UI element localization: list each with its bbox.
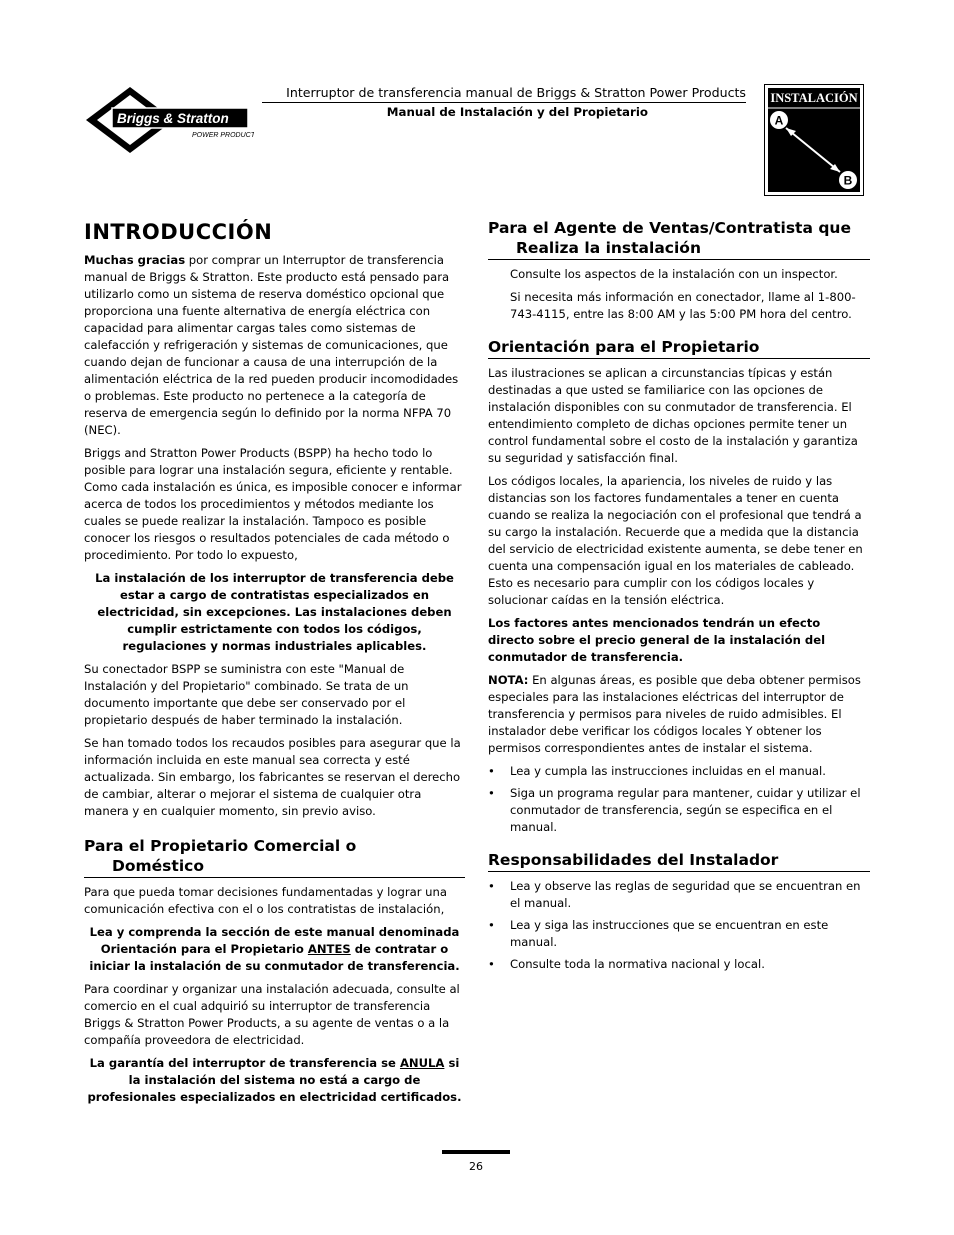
coordination-paragraph: Para coordinar y organizar una instalación adecuada, consulte al comercio en el cual adquirió su interruptor de transferencia Briggs & Stratton Power Products, a su agente de ventas o a la compañía proveedora de electricidad. bbox=[84, 982, 460, 1047]
warranty-warning bbox=[84, 1055, 465, 1106]
left-column bbox=[84, 218, 465, 1112]
manual-paragraph: Su conectador BSPP se suministra con este "Manual de Instalación y del Propietario" combinado. Se trata de un documento importante que debe ser conservado por el propietario después de haber terminado la instalación. bbox=[84, 662, 409, 727]
intro-text: por comprar un Interruptor de transferencia manual de Briggs & Stratton. Este producto está pensado para utilizarlo como un sistema de reserva doméstico opcional que proporciona una fuente alternativa de energía eléctrica con capacidad para alimentar cargas tales como sistemas de calefacción y refrigeración y sistemas de comunicaciones, que cuando dejan de funcionar a causa de una interrupción de la alimentación eléctrica de la red pueden producir incomodidades o problemas. Este producto no pertenece a la categoría de reserva de emergencia según lo definido por la norma NFPA 70 (NEC). bbox=[84, 253, 459, 437]
orientation-paragraph-2: Los códigos locales, la apariencia, los niveles de ruido y las distancias son los factores fundamentales a tener en cuenta cuando se realiza la negociación con el profesional que tendrá a su cargo la instalación. Recuerde que a medida que la distancia del servicio de electricidad existente aumenta, se debe tener en cuenta una compensación igual en los materiales de cableado. Esto es necesario para cumplir con los códigos locales y solucionar caídas en la tensión eléctrica. bbox=[488, 474, 863, 607]
orientation-section-heading: Orientación para el Propietario bbox=[488, 337, 870, 359]
header-subtitle: Manual de Instalación y del Propietario bbox=[386, 105, 648, 119]
warning3-text-a: La garantía del interruptor de transferencia se bbox=[89, 1056, 400, 1070]
intro-lead: Muchas gracias bbox=[84, 253, 186, 267]
bspp-paragraph: Briggs and Stratton Power Products (BSPP) ha hecho todo lo posible para lograr una instalación segura, eficiente y rentable. Como cada instalación es única, es imposible conocer e informar acerca de todos los procedimientos y métodos mediante los cuales se puede realizar la instalación. Tampoco es posible conocer los riesgos o resultados potenciales de cada método o procedimiento. Por todo lo expuesto, bbox=[84, 446, 462, 562]
logo-graphic bbox=[82, 84, 254, 156]
page-title: INTRODUCCIÓN bbox=[84, 220, 273, 244]
owner-heading-line2: Doméstico bbox=[112, 857, 204, 875]
orientation-paragraph-1: Las ilustraciones se aplican a circunstancias típicas y están destinadas a que usted se familiarice con las opciones de instalación disponibles con su conmutador de transferencia. El entendimiento completo de dichas opciones permite tener un control fundamental sobre el costo de la instalación y garantiza su seguridad y satisfacción final. bbox=[488, 366, 858, 465]
list-item: • Lea y cumpla las instrucciones incluidas en el manual. bbox=[488, 763, 870, 780]
list-item: • Consulte toda la normativa nacional y local. bbox=[488, 956, 870, 973]
badge-point-b: B bbox=[843, 173, 853, 188]
logo-sub-text: POWER PRODUCTS bbox=[192, 132, 254, 139]
brand-logo bbox=[82, 84, 254, 156]
warning3-text-b: si la instalación del sistema no está a cargo de profesionales especializados en electricidad certificados. bbox=[87, 1056, 462, 1104]
owner-section-heading bbox=[84, 836, 465, 878]
agent-section-heading bbox=[488, 218, 870, 260]
disclaimer-paragraph: Se han tomado todos los recaudos posibles para asegurar que la información incluida en este manual sea correcta y esté actualizada. Sin embargo, los fabricantes se reservan el derecho de cambiar, alterar o mejorar el sistema de cualquier otra manera y en cualquier momento, sin previo aviso. bbox=[84, 736, 461, 818]
installer-section-heading: Responsabilidades del Instalador bbox=[488, 850, 870, 872]
contractor-warning: La instalación de los interruptor de transferencia debe estar a cargo de contratistas especializados en electricidad, sin excepciones. Las instalaciones deben cumplir estrictamente con todos los códigos, regulaciones y normas industriales aplicables. bbox=[95, 571, 454, 653]
header-rule bbox=[262, 102, 746, 103]
section-badge bbox=[764, 84, 864, 196]
read-before-warning bbox=[84, 924, 465, 975]
owner-heading-line1: Para el Propietario Comercial o bbox=[84, 837, 357, 855]
footer-bar bbox=[442, 1150, 510, 1154]
list-item: • Lea y siga las instrucciones que se encuentran en este manual. bbox=[488, 917, 870, 951]
intro-paragraph bbox=[84, 252, 465, 439]
badge-label: INSTALACIÓN bbox=[770, 91, 858, 105]
logo-brand-text: Briggs & Stratton bbox=[117, 111, 229, 126]
right-column bbox=[488, 218, 870, 979]
note-label: NOTA: bbox=[488, 673, 529, 687]
warning2-emphasis: ANTES bbox=[307, 942, 351, 956]
orientation-paragraph-3: Los factores antes mencionados tendrán un efecto directo sobre el precio general de la instalación del conmutador de transferencia. bbox=[488, 616, 826, 664]
warning2-text-a: Lea y comprenda la sección de este manual denominada Orientación para el Propietario bbox=[89, 925, 460, 956]
installation-badge-graphic bbox=[764, 84, 864, 196]
badge-point-a: A bbox=[774, 113, 784, 128]
owner-intro-paragraph: Para que pueda tomar decisiones fundamentadas y lograr una comunicación efectiva con el o los contratistas de instalación, bbox=[84, 885, 447, 916]
note-paragraph bbox=[488, 672, 870, 757]
list-item: • Lea y observe las reglas de seguridad que se encuentran en el manual. bbox=[488, 878, 870, 912]
warning3-emphasis: ANULA bbox=[399, 1056, 445, 1070]
installer-bullet-list bbox=[488, 878, 870, 973]
agent-heading-line1: Para el Agente de Ventas/Contratista que bbox=[488, 219, 851, 237]
agent-paragraph-2: Si necesita más información en conectador, llame al 1-800-743-4115, entre las 8:00 AM y las 5:00 PM hora del centro. bbox=[510, 290, 856, 321]
warning2-text-b: de contratar o iniciar la instalación de su conmutador de transferencia. bbox=[89, 942, 460, 973]
note-text: En algunas áreas, es posible que deba obtener permisos especiales para las instalaciones eléctricas del interruptor de transferencia y permisos para niveles de ruido admisibles. El instalador debe verificar los códigos locales Y obtener los permisos correspondientes antes de instalar el sistema. bbox=[488, 673, 861, 755]
orientation-bullet-list bbox=[488, 763, 870, 836]
agent-heading-line2: Realiza la instalación bbox=[516, 239, 701, 257]
header-title: Interruptor de transferencia manual de Briggs & Stratton Power Products bbox=[286, 85, 746, 100]
agent-paragraph-1: Consulte los aspectos de la instalación con un inspector. bbox=[510, 267, 838, 281]
page-number: 26 bbox=[469, 1160, 483, 1173]
list-item: • Siga un programa regular para mantener, cuidar y utilizar el conmutador de transferencia, según se especifica en el manual. bbox=[488, 785, 870, 836]
